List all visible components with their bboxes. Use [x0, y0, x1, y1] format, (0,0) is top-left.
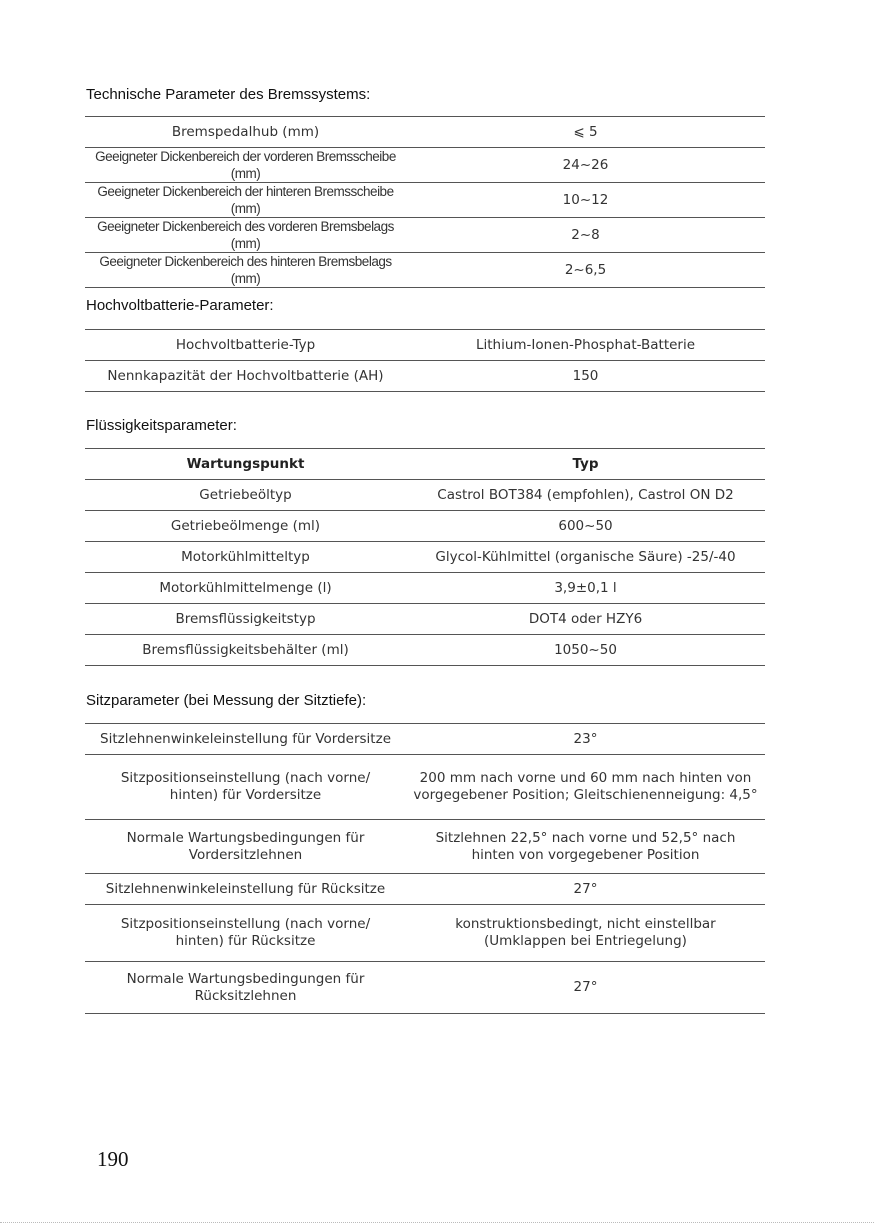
- table-row: [85, 330, 765, 361]
- row-label: Getriebeöltyp: [85, 480, 406, 511]
- row-label: Geeigneter Dickenbereich der vorderen Bremsscheibe (mm): [85, 148, 406, 183]
- table-row: [85, 604, 765, 635]
- row-value: 2~6,5: [406, 253, 765, 288]
- row-label: Normale Wartungsbedingungen für Vordersitzlehnen: [85, 820, 406, 874]
- row-value: 2~8: [406, 218, 765, 253]
- page-bottom-edge: [0, 1222, 874, 1223]
- row-value: 3,9±0,1 l: [406, 573, 765, 604]
- fluid-parameters-table: [85, 448, 765, 666]
- table-row: [85, 361, 765, 392]
- row-label: Geeigneter Dickenbereich der hinteren Bremsscheibe (mm): [85, 183, 406, 218]
- table-row: [85, 905, 765, 962]
- row-label: Getriebeölmenge (ml): [85, 511, 406, 542]
- row-value: 10~12: [406, 183, 765, 218]
- row-label: Bremspedalhub (mm): [85, 117, 406, 148]
- table-row: [85, 218, 765, 253]
- table-row: [85, 117, 765, 148]
- column-header-maintenance-point: Wartungspunkt: [85, 449, 406, 480]
- row-value: 23°: [406, 724, 765, 755]
- seats-section-title: Sitzparameter (bei Messung der Sitztiefe):: [86, 692, 367, 709]
- row-label: Normale Wartungsbedingungen für Rücksitzlehnen: [85, 962, 406, 1014]
- row-value: 1050~50: [406, 635, 765, 666]
- row-label: Sitzpositionseinstellung (nach vorne/ hinten) für Vordersitze: [85, 755, 406, 820]
- row-value: ⩽ 5: [406, 117, 765, 148]
- row-label: Bremsflüssigkeitsbehälter (ml): [85, 635, 406, 666]
- table-row: [85, 511, 765, 542]
- table-header-row: [85, 449, 765, 480]
- row-label: Sitzpositionseinstellung (nach vorne/ hinten) für Rücksitze: [85, 905, 406, 962]
- row-label: Geeigneter Dickenbereich des hinteren Bremsbelags (mm): [85, 253, 406, 288]
- row-value: konstruktionsbedingt, nicht einstellbar (Umklappen bei Entriegelung): [406, 905, 765, 962]
- row-value: Lithium-Ionen-Phosphat-Batterie: [406, 330, 765, 361]
- row-value: 600~50: [406, 511, 765, 542]
- table-row: [85, 724, 765, 755]
- table-row: [85, 874, 765, 905]
- row-value: 27°: [406, 962, 765, 1014]
- row-label: Motorkühlmitteltyp: [85, 542, 406, 573]
- column-header-type: Typ: [406, 449, 765, 480]
- row-label: Geeigneter Dickenbereich des vorderen Bremsbelags (mm): [85, 218, 406, 253]
- table-row: [85, 635, 765, 666]
- row-label: Motorkühlmittelmenge (l): [85, 573, 406, 604]
- battery-section-title: Hochvoltbatterie-Parameter:: [86, 297, 274, 314]
- fluids-section-title: Flüssigkeitsparameter:: [86, 417, 237, 434]
- page-number: 190: [97, 1147, 129, 1171]
- row-label: Bremsflüssigkeitstyp: [85, 604, 406, 635]
- row-value: Glycol-Kühlmittel (organische Säure) -25/-40: [406, 542, 765, 573]
- table-row: [85, 962, 765, 1014]
- table-row: [85, 755, 765, 820]
- table-row: [85, 183, 765, 218]
- row-label: Sitzlehnenwinkeleinstellung für Rücksitze: [85, 874, 406, 905]
- battery-parameters-table: [85, 329, 765, 392]
- row-value: 27°: [406, 874, 765, 905]
- row-label: Nennkapazität der Hochvoltbatterie (AH): [85, 361, 406, 392]
- brake-section-title: Technische Parameter des Bremssystems:: [86, 86, 371, 103]
- row-value: DOT4 oder HZY6: [406, 604, 765, 635]
- table-row: [85, 573, 765, 604]
- table-row: [85, 148, 765, 183]
- table-row: [85, 542, 765, 573]
- row-value: Sitzlehnen 22,5° nach vorne und 52,5° nach hinten von vorgegebener Position: [406, 820, 765, 874]
- table-row: [85, 480, 765, 511]
- row-value: 200 mm nach vorne und 60 mm nach hinten von vorgegebener Position; Gleitschienenneigung: 4,5°: [406, 755, 765, 820]
- table-row: [85, 253, 765, 288]
- seat-parameters-table: [85, 723, 765, 1014]
- row-label: Sitzlehnenwinkeleinstellung für Vordersitze: [85, 724, 406, 755]
- row-value: Castrol BOT384 (empfohlen), Castrol ON D2: [406, 480, 765, 511]
- brake-parameters-table: [85, 116, 765, 288]
- table-row: [85, 820, 765, 874]
- row-value: 150: [406, 361, 765, 392]
- row-label: Hochvoltbatterie-Typ: [85, 330, 406, 361]
- row-value: 24~26: [406, 148, 765, 183]
